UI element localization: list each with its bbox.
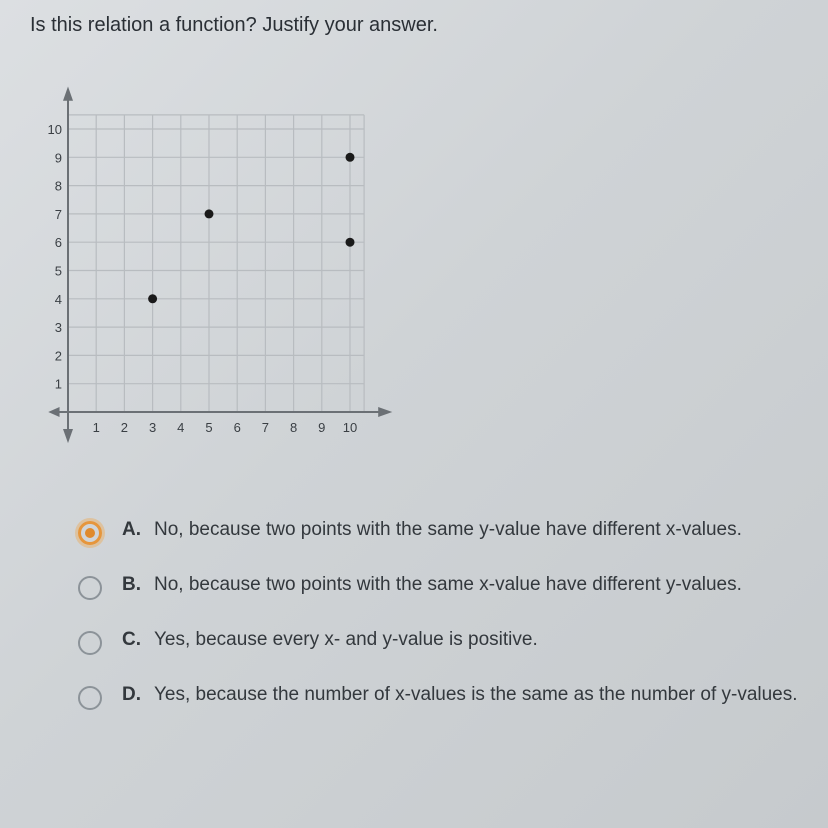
radio-button-b[interactable] (78, 576, 102, 600)
y-tick-label: 10 (47, 122, 62, 137)
x-tick-label: 2 (120, 420, 129, 435)
y-tick-label: 4 (54, 291, 62, 307)
x-tick-label: 1 (92, 420, 100, 435)
question-text: Is this relation a function? Justify your answer. (30, 14, 438, 36)
y-tick-label: 5 (54, 263, 62, 279)
data-point (205, 209, 214, 218)
answer-choices (78, 518, 818, 710)
choice-c[interactable] (78, 628, 818, 655)
x-tick-label: 10 (342, 420, 358, 435)
y-tick-label: 6 (54, 235, 62, 251)
choice-letter: B. (122, 574, 141, 595)
x-tick-label: 7 (261, 420, 270, 435)
choice-label: Yes, because every x- and y-value is positive. (154, 629, 538, 650)
choice-d[interactable] (78, 683, 818, 710)
choice-label: No, because two points with the same y-value have different x-values. (154, 519, 742, 540)
x-tick-label: 3 (148, 420, 157, 435)
radio-button-d[interactable] (78, 686, 102, 710)
y-tick-label: 2 (54, 348, 62, 364)
x-tick-label: 4 (177, 420, 185, 435)
data-point (346, 153, 355, 162)
radio-button-c[interactable] (78, 631, 102, 655)
x-tick-label: 5 (205, 420, 213, 435)
y-tick-label: 1 (54, 376, 62, 392)
y-axis-arrow-down (63, 429, 73, 443)
x-axis-arrow-right (378, 407, 392, 417)
y-tick-label: 3 (54, 320, 62, 336)
choice-letter: D. (122, 684, 141, 705)
choice-letter: A. (122, 519, 141, 540)
x-tick-label: 8 (289, 420, 298, 435)
data-point (346, 238, 355, 247)
y-tick-label: 9 (54, 150, 62, 166)
choice-letter: C. (122, 629, 141, 650)
y-tick-label: 7 (54, 206, 62, 222)
x-axis-arrow-left (48, 407, 59, 417)
x-tick-label: 6 (233, 420, 241, 435)
choice-a[interactable] (78, 518, 818, 545)
choice-label: Yes, because the number of x-values is the same as the number of y-values. (154, 684, 798, 705)
data-point (148, 294, 157, 303)
choice-label: No, because two points with the same x-value have different y-values. (154, 574, 742, 595)
y-tick-label: 8 (54, 178, 62, 194)
x-tick-label: 9 (318, 420, 326, 435)
choice-b[interactable] (78, 573, 818, 600)
y-axis-arrow-up (63, 87, 73, 101)
radio-button-a[interactable] (78, 521, 102, 545)
